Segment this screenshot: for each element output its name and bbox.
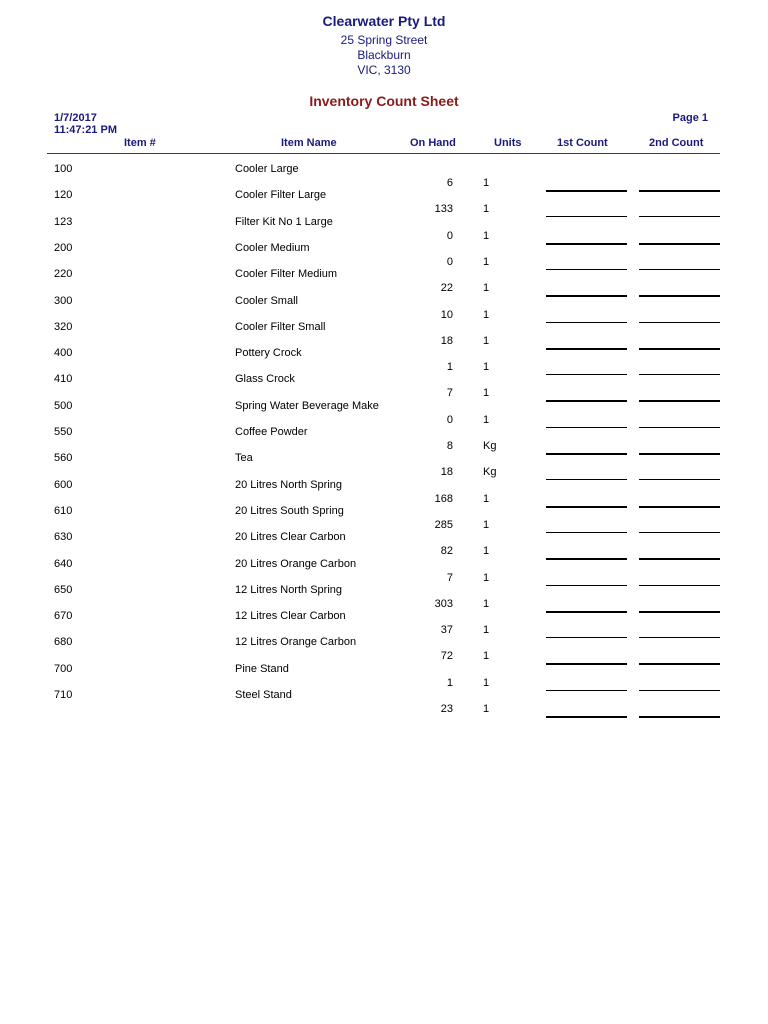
on-hand-value: 7: [446, 571, 453, 584]
table-row: [0, 610, 768, 636]
units-value: 1: [483, 624, 490, 637]
address-line-1: 25 Spring Street: [340, 33, 428, 47]
second-count-entry-line[interactable]: [639, 716, 720, 718]
units-value: 1: [483, 255, 490, 268]
table-row: [0, 689, 768, 715]
item-number: 700: [54, 662, 73, 675]
company-name: Clearwater Pty Ltd: [322, 13, 446, 29]
column-header-on-hand: On Hand: [410, 137, 456, 149]
units-value: 1: [483, 518, 490, 531]
table-row: [0, 242, 768, 268]
item-name: Cooler Large: [235, 163, 299, 175]
table-row: [0, 347, 768, 373]
item-number: 120: [54, 189, 73, 202]
item-name: Cooler Small: [235, 294, 298, 307]
units-value: 1: [483, 492, 490, 505]
report-time: 11:47:21 PM: [54, 124, 117, 136]
table-row: [0, 531, 768, 557]
units-value: Kg: [483, 440, 497, 452]
item-name: Cooler Filter Medium: [235, 268, 338, 281]
item-number: 680: [54, 636, 73, 649]
item-number: 500: [54, 399, 73, 412]
units-value: 1: [483, 229, 490, 242]
item-name: 20 Litres South Spring: [235, 504, 344, 517]
report-title: Inventory Count Sheet: [309, 93, 459, 109]
item-name: Steel Stand: [235, 689, 292, 701]
units-value: 1: [483, 203, 490, 216]
on-hand-value: 8: [446, 440, 453, 452]
on-hand-value: 6: [446, 177, 453, 189]
item-name: Filter Kit No 1 Large: [235, 215, 333, 228]
item-number: 640: [54, 557, 73, 570]
units-value: 1: [483, 571, 490, 584]
table-row: [0, 295, 768, 321]
on-hand-value: 72: [440, 650, 453, 663]
item-number: 123: [54, 215, 73, 228]
table-row: [0, 452, 768, 478]
units-value: 1: [483, 650, 490, 663]
item-number: 100: [54, 163, 73, 175]
on-hand-value: 18: [440, 334, 453, 347]
on-hand-value: 18: [440, 466, 453, 479]
on-hand-value: 1: [446, 676, 453, 689]
item-number: 550: [54, 426, 73, 438]
units-value: 1: [483, 703, 490, 715]
table-row: [0, 216, 768, 242]
page-number: Page 1: [672, 112, 708, 124]
item-name: Pine Stand: [235, 662, 289, 675]
item-number: 710: [54, 689, 73, 701]
item-number: 400: [54, 347, 73, 360]
table-row: [0, 584, 768, 610]
column-header-item-num: Item #: [124, 137, 156, 149]
item-name: Cooler Medium: [235, 241, 310, 254]
units-value: 1: [483, 308, 490, 321]
column-header-first-count: 1st Count: [557, 137, 608, 149]
table-row: [0, 400, 768, 426]
on-hand-value: 10: [440, 308, 453, 321]
on-hand-value: 168: [434, 492, 453, 505]
table-row: [0, 636, 768, 662]
item-name: 20 Litres Orange Carbon: [235, 557, 357, 570]
item-number: 220: [54, 268, 73, 281]
table-row: [0, 558, 768, 584]
units-value: 1: [483, 177, 490, 189]
item-number: 320: [54, 320, 73, 333]
item-number: 630: [54, 531, 73, 544]
report-date: 1/7/2017: [54, 112, 97, 124]
units-value: 1: [483, 361, 490, 374]
column-header-second-count: 2nd Count: [649, 137, 704, 149]
units-value: 1: [483, 387, 490, 400]
units-value: 1: [483, 334, 490, 347]
on-hand-value: 285: [434, 518, 453, 531]
item-name: 12 Litres North Spring: [235, 583, 342, 596]
column-header-units: Units: [494, 137, 522, 149]
table-row: [0, 479, 768, 505]
item-number: 200: [54, 241, 73, 254]
units-value: 1: [483, 282, 490, 295]
item-number: 560: [54, 452, 73, 465]
item-name: 20 Litres Clear Carbon: [235, 531, 346, 544]
table-row: [0, 268, 768, 294]
table-row: [0, 505, 768, 531]
table-row: [0, 163, 768, 189]
units-value: Kg: [483, 466, 497, 479]
item-name: Cooler Filter Small: [235, 320, 326, 333]
table-row: [0, 373, 768, 399]
units-value: 1: [483, 597, 490, 610]
on-hand-value: 0: [446, 413, 453, 426]
item-name: Tea: [235, 452, 253, 465]
item-number: 610: [54, 504, 73, 517]
on-hand-value: 37: [440, 624, 453, 637]
item-name: 12 Litres Orange Carbon: [235, 636, 357, 649]
on-hand-value: 1: [446, 361, 453, 374]
on-hand-value: 22: [440, 282, 453, 295]
on-hand-value: 23: [440, 703, 453, 715]
item-number: 410: [54, 373, 73, 386]
item-number: 300: [54, 294, 73, 307]
item-name: Cooler Filter Large: [235, 189, 327, 202]
table-row: [0, 189, 768, 215]
on-hand-value: 303: [434, 597, 453, 610]
item-name: Pottery Crock: [235, 347, 302, 360]
header-rule: [47, 153, 720, 154]
units-value: 1: [483, 545, 490, 558]
on-hand-value: 133: [434, 203, 453, 216]
item-name: Coffee Powder: [235, 426, 308, 438]
item-number: 670: [54, 610, 73, 623]
on-hand-value: 0: [446, 229, 453, 242]
table-row: [0, 321, 768, 347]
item-name: Spring Water Beverage Make: [235, 399, 379, 412]
item-name: 20 Litres North Spring: [235, 478, 342, 491]
item-number: 650: [54, 583, 73, 596]
item-name: Glass Crock: [235, 373, 295, 386]
first-count-entry-line[interactable]: [546, 716, 627, 718]
on-hand-value: 0: [446, 255, 453, 268]
units-value: 1: [483, 413, 490, 426]
address-line-3: VIC, 3130: [357, 63, 411, 77]
units-value: 1: [483, 676, 490, 689]
on-hand-value: 82: [440, 545, 453, 558]
item-name: 12 Litres Clear Carbon: [235, 610, 346, 623]
column-header-item-name: Item Name: [281, 137, 337, 149]
address-line-2: Blackburn: [357, 48, 411, 62]
table-row: [0, 663, 768, 689]
on-hand-value: 7: [446, 387, 453, 400]
item-number: 600: [54, 478, 73, 491]
table-row: [0, 426, 768, 452]
